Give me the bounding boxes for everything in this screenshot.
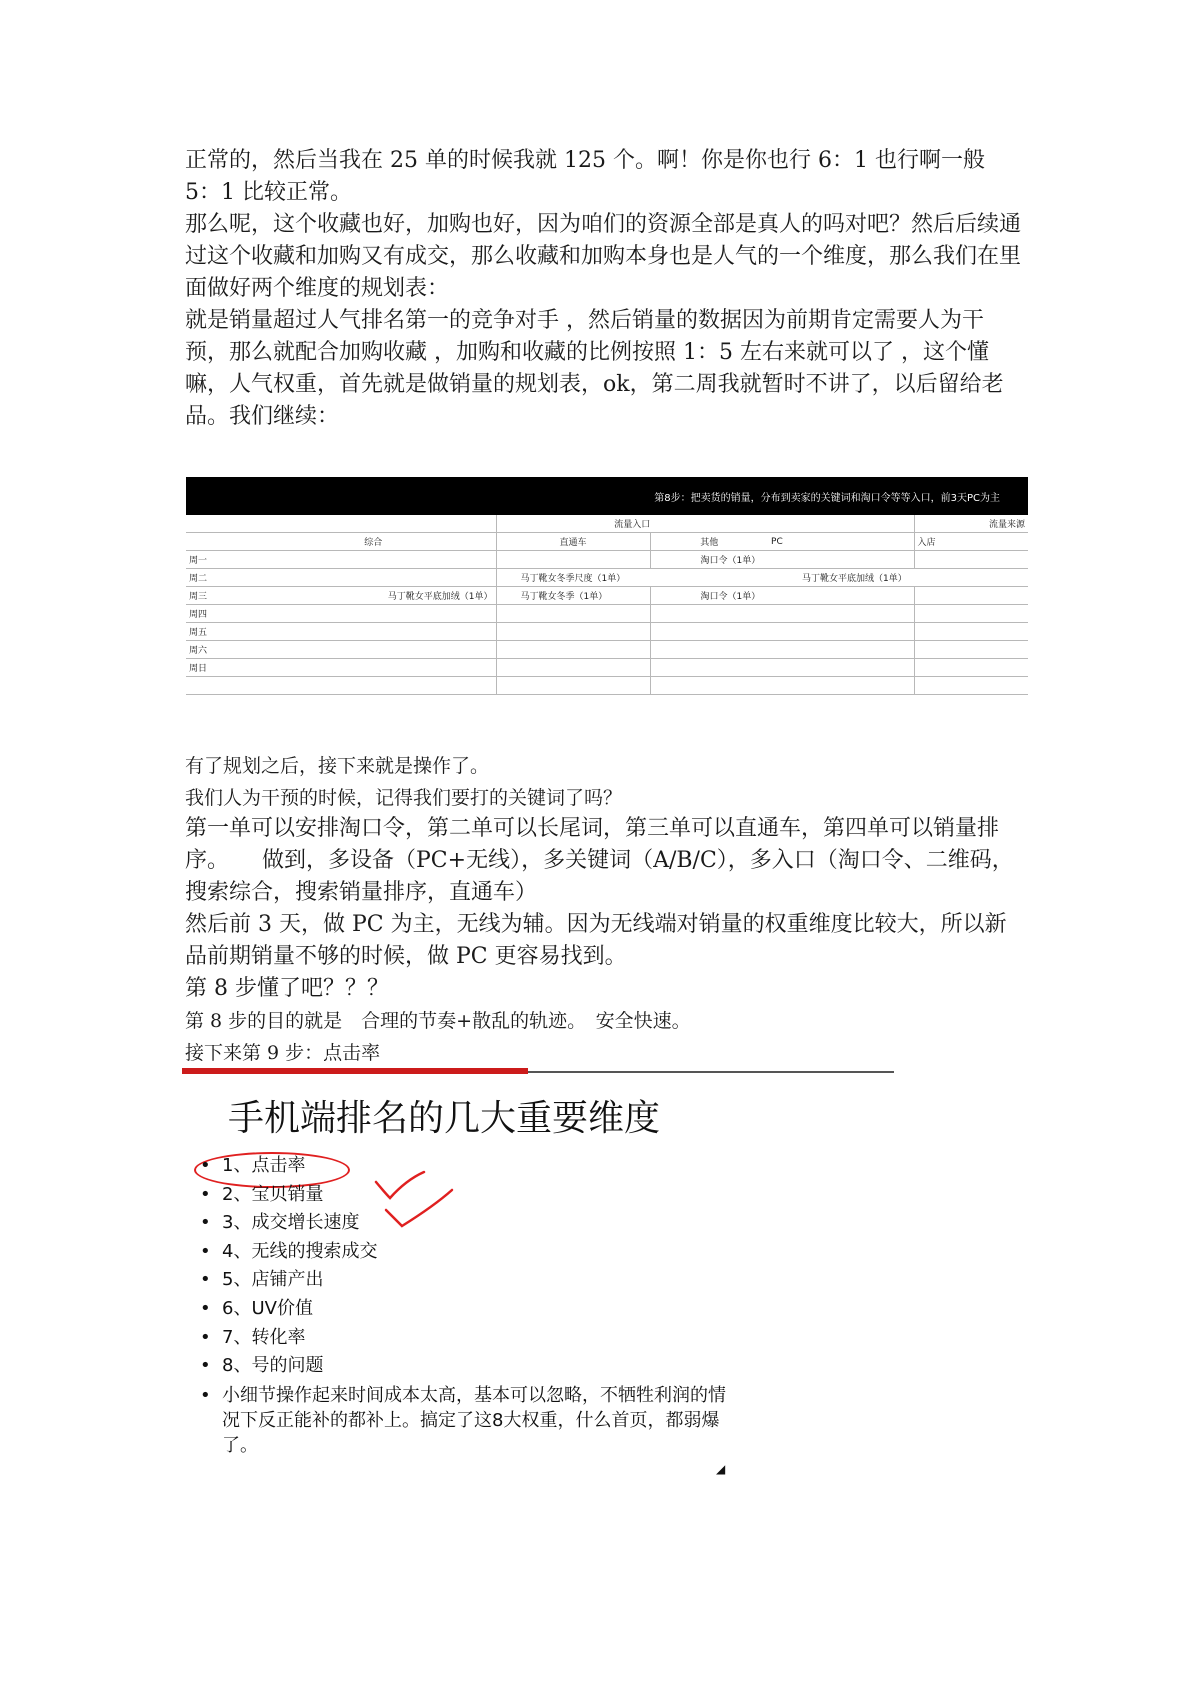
list-item: • 2、宝贝销量 xyxy=(200,1183,324,1205)
table-row xyxy=(186,551,1028,569)
slide-accent-bar xyxy=(182,1068,528,1074)
table-cell: 淘口令（1单） xyxy=(650,587,914,605)
table-banner-text: 第8步：把卖货的销量，分布到卖家的关键词和淘口令等等入口，前3天PC为主 xyxy=(654,493,1000,504)
slide-divider xyxy=(528,1071,894,1073)
list-item: • 3、成交增长速度 xyxy=(200,1212,360,1234)
paragraph-pc-first: 然后前 3 天，做 PC 为主，无线为辅。因为无线端对销量的权重维度比较大，所以新品前期销量不够的时候，做 PC 更容易找到。 xyxy=(185,912,1007,969)
table-row xyxy=(186,569,1028,587)
day-cell: 周一 xyxy=(186,551,251,569)
column-header: 直通车 xyxy=(496,533,650,551)
day-cell: 周六 xyxy=(186,641,251,659)
table-cell: 马丁靴女冬季（1单） xyxy=(496,587,650,605)
group-header-left: 流量入口 xyxy=(496,515,768,533)
corner-mark-icon: ◢ xyxy=(716,1462,726,1476)
day-cell: 周二 xyxy=(186,569,251,587)
table-cell: 马丁靴女平底加绒（1单） xyxy=(768,569,1028,587)
group-header-right: 流量来源 xyxy=(914,515,1028,533)
table-cell xyxy=(914,551,1028,569)
ranking-dimensions-slide xyxy=(182,1068,726,1468)
list-item: • 7、转化率 xyxy=(200,1326,306,1348)
table-row xyxy=(186,659,1028,677)
column-header: 综合 xyxy=(251,533,496,551)
table-cell xyxy=(496,551,650,569)
day-cell: 周五 xyxy=(186,623,251,641)
dimension-list xyxy=(196,1152,742,1458)
paragraph-sales-plan: 就是销量超过人气排名第一的竞争对手 ，然后销量的数据因为前期肯定需要人为干预，那么就配合加购收藏 ，加购和收藏的比例按照 1：5 左右来就可以了 ，这个懂嘛，人气权重，首先就是做销量的规划表，ok，第二周我就暂时不讲了，以后留给老品。我们继续： xyxy=(185,308,1004,429)
paragraph-keywords-question: 我们人为干预的时候，记得我们要打的关键词了吗？ xyxy=(185,787,623,809)
table-row xyxy=(186,587,1028,605)
table-row xyxy=(186,641,1028,659)
paragraph-step9: 接下来第 9 步：点击率 xyxy=(185,1042,381,1064)
table-cell: 淘口令（1单） xyxy=(650,551,914,569)
plan-table xyxy=(186,515,1028,695)
list-item: • 6、UV价值 xyxy=(200,1297,313,1319)
paragraph-step8-question: 第 8 步懂了吧？？？ xyxy=(185,976,389,1001)
column-header: 入店 xyxy=(914,533,1028,551)
table-cell xyxy=(251,569,496,587)
day-cell: 周日 xyxy=(186,659,251,677)
list-item: • 小细节操作起来时间成本太高，基本可以忽略，不牺牲利润的情况下反正能补的都补上。搞定了这8大权重，什么首页，都弱爆了。 xyxy=(200,1384,726,1456)
table-cell xyxy=(914,587,1028,605)
table-group-header-row xyxy=(186,515,1028,533)
paragraph-step8-goal: 第 8 步的目的就是 合理的节奏+散乱的轨迹。 安全快速。 xyxy=(185,1010,691,1032)
paragraph-after-plan: 有了规划之后，接下来就是操作了。 xyxy=(185,755,490,777)
day-cell: 周四 xyxy=(186,605,251,623)
list-item: • 8、号的问题 xyxy=(200,1355,324,1377)
column-header: 其他 xyxy=(650,533,768,551)
list-item: • 4、无线的搜索成交 xyxy=(200,1240,378,1262)
table-banner xyxy=(186,477,1028,515)
slide-title: 手机端排名的几大重要维度 xyxy=(228,1098,661,1139)
column-header: PC xyxy=(768,533,914,551)
list-item: • 1、点击率 xyxy=(200,1155,306,1176)
table-cell xyxy=(251,551,496,569)
table-row xyxy=(186,605,1028,623)
plan-table-screenshot xyxy=(186,477,1028,703)
table-cell: 马丁靴女平底加绒（1单） xyxy=(251,587,496,605)
table-row xyxy=(186,677,1028,695)
list-item: • 5、店铺产出 xyxy=(200,1269,324,1291)
paragraph-order-arrangement: 第一单可以安排淘口令，第二单可以长尾词，第三单可以直通车，第四单可以销量排序。 做到，多设备（PC+无线），多关键词（A/B/C），多入口（淘口令、二维码，搜索综合，搜索销量排序，直通车） xyxy=(185,816,1014,905)
table-cell: 马丁靴女冬季尺度（1单） xyxy=(496,569,768,587)
table-header-row xyxy=(186,533,1028,551)
day-cell: 周三 xyxy=(186,587,251,605)
paragraph-collect-cart: 那么呢，这个收藏也好，加购也好，因为咱们的资源全部是真人的吗对吧？然后后续通过这个收藏和加购又有成交，那么收藏和加购本身也是人气的一个维度，那么我们在里面做好两个维度的规划表： xyxy=(185,212,1022,301)
table-row xyxy=(186,623,1028,641)
paragraph-ratio: 正常的，然后当我在 25 单的时候我就 125 个。啊！你是你也行 6：1 也行啊一般 5：1 比较正常。 xyxy=(185,148,985,205)
